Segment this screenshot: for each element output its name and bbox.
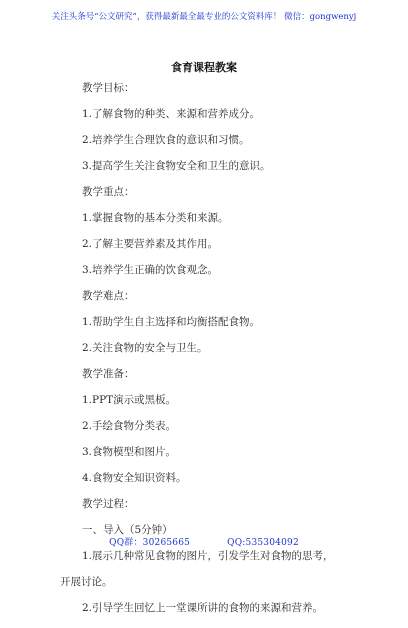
header-promo-note: 关注头条号“公文研究”，获得最新最全最专业的公文资料库！ 微信：gongwenyj [51,12,357,22]
preparation-item: 3.食物模型和图片。 [82,446,177,458]
difficulty-item: 2.关注食物的安全与卫生。 [82,342,208,354]
objective-item: 1.了解食物的种类、来源和营养成分。 [82,108,261,120]
footer-qq: QQ:535304092 [227,538,299,548]
difficulty-item: 1.帮助学生自主选择和均衡搭配食物。 [82,316,261,328]
key-point-item: 1.掌握食物的基本分类和来源。 [82,212,229,224]
process-step-heading: 一、导入（5分钟） [82,524,173,536]
section-heading-key-points: 教学重点： [82,186,135,198]
objective-item: 3.提高学生关注食物安全和卫生的意识。 [82,160,271,172]
key-point-item: 3.培养学生正确的饮食观念。 [82,264,219,276]
objective-item: 2.培养学生合理饮食的意识和习惯。 [82,134,250,146]
preparation-item: 4.食物安全知识资料。 [82,472,187,484]
section-heading-process: 教学过程： [82,498,135,510]
process-item: 1.展示几种常见食物的图片，引发学生对食物的思考， [82,550,334,562]
section-heading-difficulties: 教学难点： [82,290,135,302]
footer-qq-group: QQ群：30265665 [109,538,191,548]
process-item: 2.引导学生回忆上一堂课所讲的食物的来源和营养。 [82,602,324,614]
process-item-continuation: 开展讨论。 [60,576,113,588]
document-title: 食育课程教案 [171,61,237,74]
preparation-item: 2.手绘食物分类表。 [82,420,177,432]
section-heading-objectives: 教学目标： [82,82,135,94]
footer-contact [0,535,408,548]
preparation-item: 1.PPT演示或黑板。 [82,394,177,406]
section-heading-preparation: 教学准备： [82,368,135,380]
key-point-item: 2.了解主要营养素及其作用。 [82,238,219,250]
